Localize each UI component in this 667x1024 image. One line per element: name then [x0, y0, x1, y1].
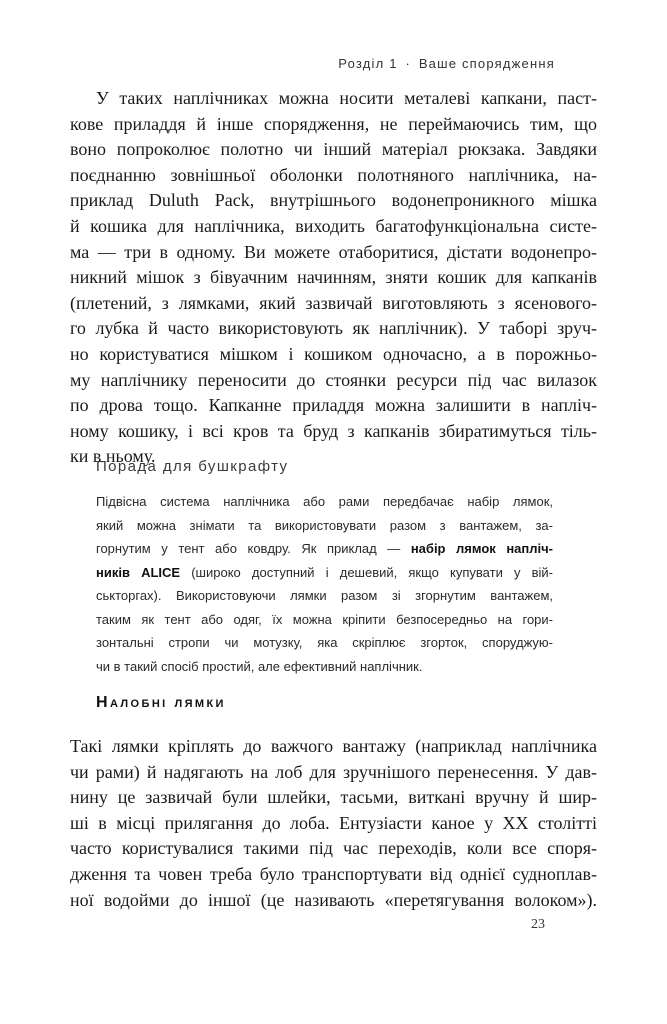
running-header [338, 56, 555, 71]
chapter-label: Розділ 1 [338, 56, 398, 71]
text-line: нину це зазвичай були шлейки, тасьми, виткані вручну й шир- [70, 787, 597, 808]
text-line: по дрова тощо. Капканне приладдя можна залишити в напліч- [70, 395, 597, 416]
tip-title: Порада для бушкрафту [96, 458, 289, 475]
text-line: часто користувалися такими під час переходів, коли все споря- [70, 838, 597, 859]
text-line: никний мішок з бівуачним начинням, зняти кошик для капканів [70, 267, 597, 288]
text-line: У таких наплічниках можна носити металеві капкани, паст- [96, 88, 597, 108]
tip-line: таким як тент або одяг, їх можна кріпити безпосередньо на гори- [96, 611, 553, 627]
tip-emphasis: набір лямок напліч- [410, 541, 553, 556]
tip-text: (широко доступний і дешевий, якщо купувати у вій- [180, 564, 553, 580]
text-line: ма — три в одному. Ви можете отаборитися, дістати водонепро- [70, 241, 597, 262]
text-line: поєднанню зовнішньої оболонки полотняного наплічника, на- [70, 164, 597, 185]
text-line: ному кошику, і всі кров та бруд з капканів збиратимуться тіль- [70, 420, 597, 441]
text-line: чи рами) й надягають на лоб для зручнішого перенесення. У дав- [70, 761, 597, 782]
tip-line [96, 537, 553, 561]
tip-line: Підвісна система наплічника або рами передбачає набір лямок, [96, 494, 553, 509]
intro-paragraph [70, 86, 597, 470]
header-separator: · [405, 56, 411, 71]
text-line: кове приладдя й інше спорядження, не переймаючись тим, що [70, 113, 597, 134]
text-line: но користуватися мішком і кошиком одночасно, а в порожньо- [70, 343, 597, 364]
section-paragraph [70, 734, 597, 913]
text-line: воно попроколює полотно чи інший матеріал рюкзака. Завдяки [70, 139, 597, 160]
text-line: приклад Duluth Pack, внутрішнього водонепроникного мішка [70, 190, 597, 211]
text-line: ної водойми до іншої (це називають «перетягування волоком»). [70, 889, 597, 910]
text-line: (плетений, з лямками, який зазвичай виготовляють з ясенового- [70, 292, 597, 313]
tip-text: горнутим у тент або ковдру. Як приклад — [96, 541, 411, 556]
text-line: дження та човен треба було транспортувати від однієї судноплав- [70, 863, 597, 884]
page-number: 23 [531, 917, 545, 932]
text-line: Такі лямки кріплять до важчого вантажу (наприклад наплічника [70, 736, 597, 756]
tip-line: чи в такий спосіб простий, але ефективний наплічник. [96, 658, 423, 674]
text-line: го лубка й часто використовують як наплічник). У таборі зруч- [70, 318, 597, 339]
tip-line: ськторгах). Використовуючи лямки разом зі згорнутим вантажем, [96, 588, 553, 603]
text-line: ші в місці прилягання до лоба. Ентузіасти каное у XX столітті [70, 812, 597, 833]
chapter-title: Ваше спорядження [418, 56, 555, 71]
text-line: й кошика для наплічника, виходить багатофункціональна систе- [70, 215, 597, 236]
tip-body [96, 490, 553, 678]
tip-line: який можна знімати та використовувати разом з вантажем, за- [96, 517, 553, 533]
tip-emphasis: ників ALICE [96, 564, 181, 580]
section-heading: Налобні лямки [96, 694, 226, 711]
tip-line [96, 561, 553, 585]
tip-line: зонтальні стропи чи мотузку, яка скріплює згорток, споруджую- [96, 635, 553, 650]
text-line: му наплічнику переносити до стоянки ресурси під час вилазок [70, 369, 597, 390]
text-line: ки в ньому. [70, 446, 156, 467]
